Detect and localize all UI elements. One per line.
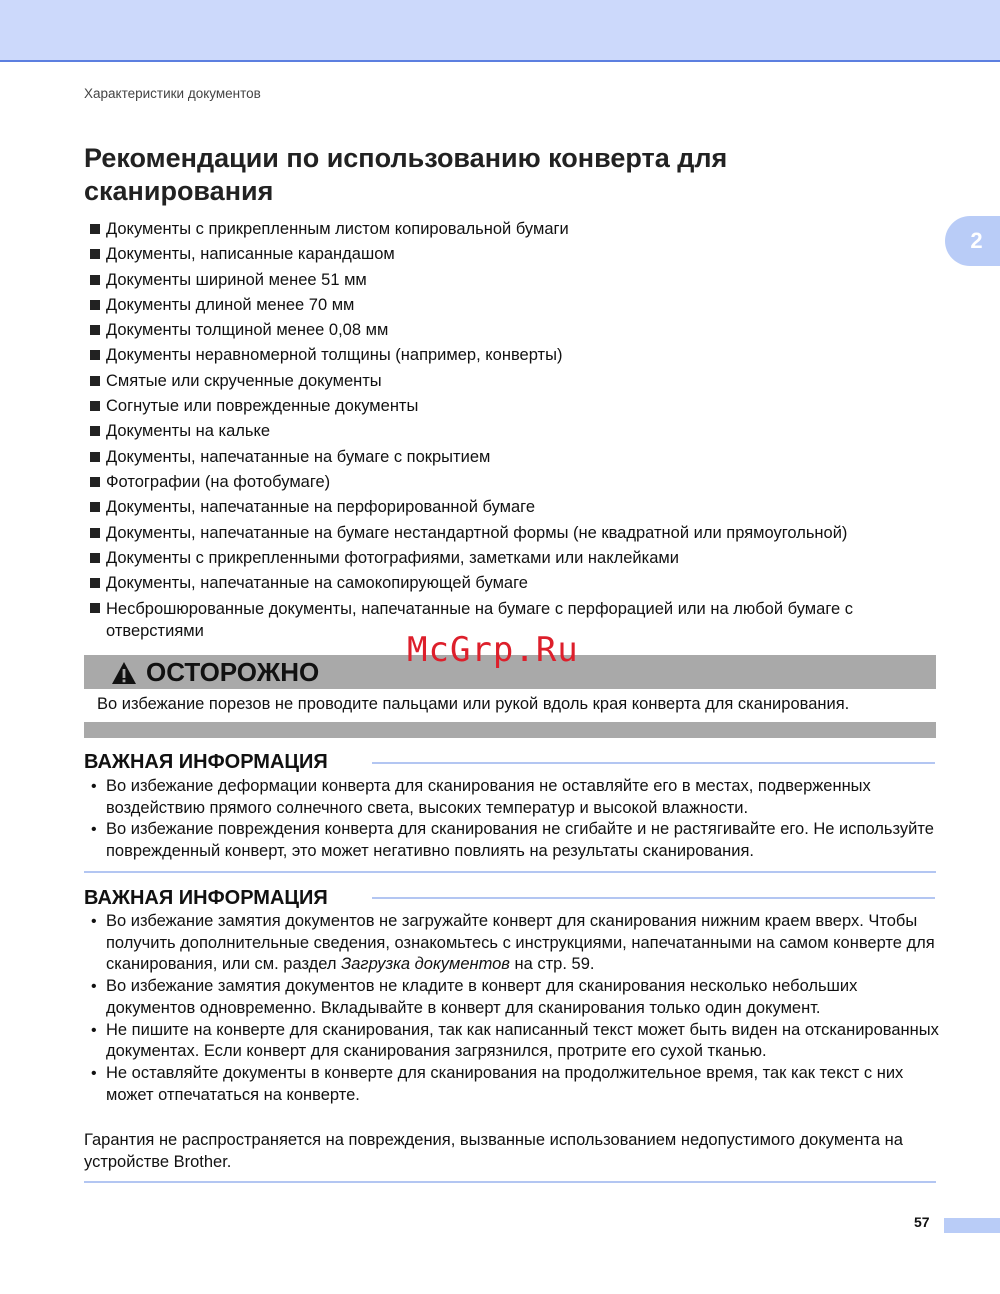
warning-triangle-icon: [111, 661, 137, 685]
bullet-icon: •: [91, 821, 97, 839]
caution-title: ОСТОРОЖНО: [146, 657, 320, 687]
caution-text: Во избежание порезов не проводите пальцами или рукой вдоль края конверта для сканирования.: [97, 695, 850, 713]
bullet-icon: •: [91, 978, 97, 996]
square-bullet-icon: [90, 578, 100, 588]
page-tab: [944, 1218, 1000, 1233]
caution-footer-bar: [84, 722, 936, 738]
chapter-tab[interactable]: 2: [945, 216, 1000, 266]
square-bullet-icon: [90, 426, 100, 436]
cross-reference-link[interactable]: Загрузка документов: [341, 955, 510, 974]
list-item: • Во избежание повреждения конверта для сканирования не сгибайте и не растягивайте его. Не используйте поврежденный конверт, это может негативно повлиять на результаты сканирования.: [91, 820, 934, 861]
square-bullet-icon: [90, 249, 100, 259]
list-item: Документы неравномерной толщины (например, конверты): [90, 343, 940, 368]
square-bullet-icon: [90, 224, 100, 234]
running-header: Характеристики документов: [84, 86, 261, 101]
list-item: Документы, напечатанные на бумаге нестандартной формы (не квадратной или прямоугольной): [90, 521, 940, 546]
watermark: McGrp.Ru: [407, 630, 579, 670]
square-bullet-icon: [90, 300, 100, 310]
section-divider: [84, 871, 936, 873]
list-item: Документы, напечатанные на бумаге с покрытием: [90, 445, 940, 470]
important-heading-2: ВАЖНАЯ ИНФОРМАЦИЯ: [84, 887, 328, 909]
list-item: Фотографии (на фотобумаге): [90, 470, 940, 495]
list-item: Смятые или скрученные документы: [90, 369, 940, 394]
square-bullet-icon: [90, 502, 100, 512]
list-item: Документы с прикрепленными фотографиями, заметками или наклейками: [90, 546, 940, 571]
square-bullet-icon: [90, 452, 100, 462]
important-list-2: [90, 911, 940, 1106]
square-bullet-icon: [90, 603, 100, 613]
list-item: • Во избежание замятия документов не загружайте конверт для сканирования нижним краем вверх. Чтобы получить дополнительные сведения, ознакомьтесь с инструкциями, напечатанными на самом конверте для сканирования, или см. раздел Загрузка документов на стр. 59.: [91, 912, 935, 974]
list-item: • Во избежание замятия документов не кладите в конверт для сканирования несколько небольших документов одновременно. Вкладывайте в конверт для сканирования только один документ.: [91, 977, 858, 1017]
list-item: Документы, напечатанные на перфорированной бумаге: [90, 495, 940, 520]
list-item: Документы на кальке: [90, 419, 940, 444]
list-item: Согнутые или поврежденные документы: [90, 394, 940, 419]
list-item: Документы, написанные карандашом: [90, 242, 940, 267]
list-item: Документы шириной менее 51 мм: [90, 268, 940, 293]
unsuitable-documents-list: [90, 217, 940, 642]
list-item: • Не оставляйте документы в конверте для сканирования на продолжительное время, так как текст с них может отпечататься на конверте.: [91, 1063, 904, 1104]
list-item: Документы с прикрепленным листом копировальной бумаги: [90, 217, 940, 242]
list-item: Несброшюрованные документы, напечатанные на бумаге с перфорацией или на любой бумаге с отверстиями: [90, 596, 940, 642]
bullet-icon: •: [91, 1021, 97, 1039]
important-list-1: [90, 776, 940, 863]
square-bullet-icon: [90, 275, 100, 285]
list-item: Документы, напечатанные на самокопирующей бумаге: [90, 571, 940, 596]
square-bullet-icon: [90, 477, 100, 487]
list-item: Документы длиной менее 70 мм: [90, 293, 940, 318]
page-number: 57: [914, 1214, 930, 1230]
square-bullet-icon: [90, 553, 100, 563]
page-title: Рекомендации по использованию конверта для сканирования: [84, 143, 728, 206]
square-bullet-icon: [90, 325, 100, 335]
square-bullet-icon: [90, 528, 100, 538]
heading-rule: [372, 897, 935, 899]
bullet-icon: •: [91, 1064, 97, 1082]
square-bullet-icon: [90, 350, 100, 360]
important-heading-1: ВАЖНАЯ ИНФОРМАЦИЯ: [84, 751, 328, 773]
square-bullet-icon: [90, 401, 100, 411]
warranty-note: Гарантия не распространяется на повреждения, вызванные использованием недопустимого документа на устройстве Brother.: [84, 1131, 903, 1171]
bullet-icon: •: [91, 913, 97, 930]
list-item: • Не пишите на конверте для сканирования, так как написанный текст может быть виден на отсканированных документах. Если конверт для сканирования загрязнился, протрите его сухой тканью.: [91, 1020, 939, 1061]
section-divider: [84, 1181, 936, 1183]
top-header-band: [0, 0, 1000, 62]
square-bullet-icon: [90, 376, 100, 386]
bullet-icon: •: [91, 778, 97, 795]
list-item: Документы толщиной менее 0,08 мм: [90, 318, 940, 343]
list-item: • Во избежание деформации конверта для сканирования не оставляйте его в местах, подверженных воздействию прямого солнечного света, высоких температур и высокой влажности.: [91, 777, 871, 817]
heading-rule: [372, 762, 935, 764]
